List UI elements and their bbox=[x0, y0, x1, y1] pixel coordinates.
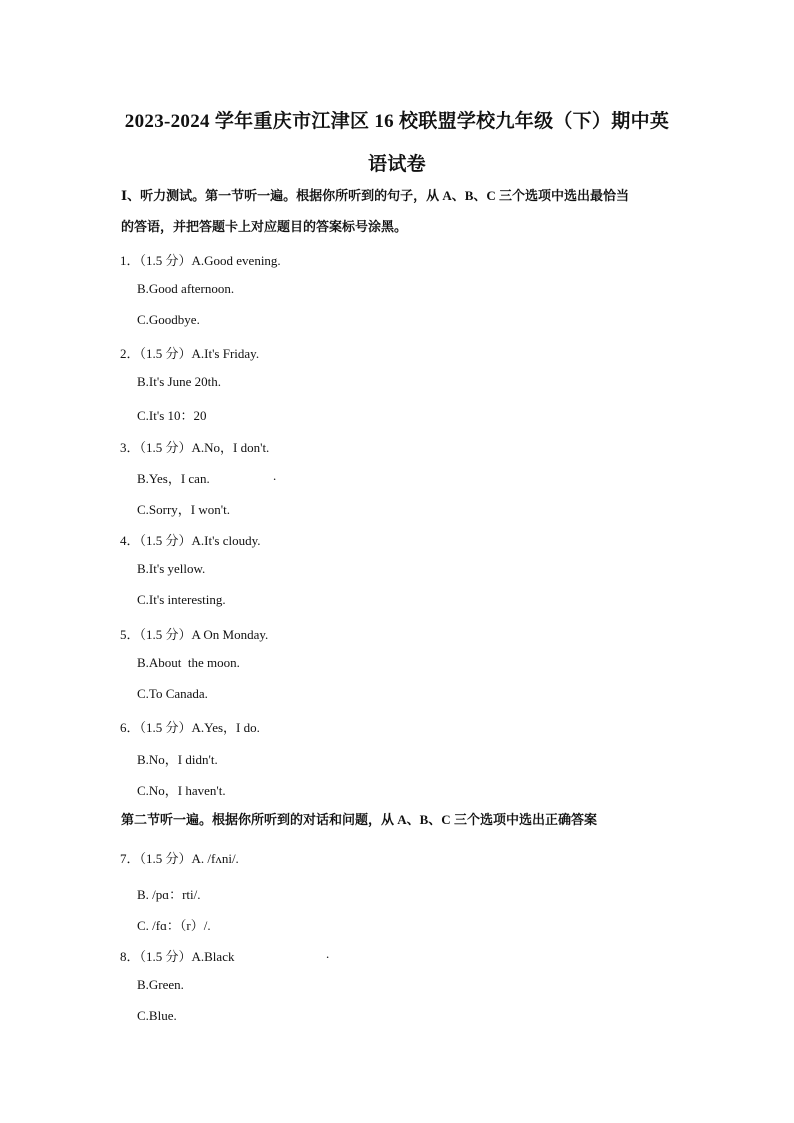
question-7-stem: 7．（1.5 分）A. /fʌni/. bbox=[120, 851, 239, 866]
exam-title-line-1: 2023-2024 学年重庆市江津区 16 校联盟学校九年级（下）期中英 bbox=[124, 111, 670, 132]
section-1-heading-line-2: 的答语，并把答题卡上对应题目的答案标号涂黑。 bbox=[121, 219, 408, 234]
question-3-option-c: C.Sorry，I won't. bbox=[137, 502, 230, 517]
question-6-stem: 6．（1.5 分）A.Yes，I do. bbox=[120, 720, 260, 735]
section-2-heading-line-1: 第二节听一遍。根据你所听到的对话和问题，从 A、B、C 三个选项中选出正确答案 bbox=[121, 812, 597, 827]
question-8-stem: 8．（1.5 分）A.Black bbox=[120, 949, 235, 964]
question-3-option-b: B.Yes，I can. bbox=[137, 471, 210, 486]
question-4-option-b: B.It's yellow. bbox=[137, 561, 206, 576]
question-3-stem: 3．（1.5 分）A.No，I don't. bbox=[120, 440, 270, 455]
question-5-option-b: B.About the moon. bbox=[137, 655, 240, 670]
question-3-stray-dot: . bbox=[273, 468, 277, 483]
section-1-heading-line-1: Ⅰ、听力测试。第一节听一遍。根据你所听到的句子，从 A、B、C 三个选项中选出最恰当 bbox=[121, 188, 630, 203]
question-8-option-c: C.Blue. bbox=[137, 1008, 177, 1023]
question-7-option-c: C. /fɑ：（r）/. bbox=[137, 918, 211, 933]
question-4-option-c: C.It's interesting. bbox=[137, 592, 226, 607]
question-7-option-b: B. /pɑ：rti/. bbox=[137, 887, 201, 902]
question-5-stem: 5．（1.5 分）A On Monday. bbox=[120, 627, 269, 642]
question-1-option-b: B.Good afternoon. bbox=[137, 281, 235, 296]
question-8-stray-dot: . bbox=[326, 946, 330, 961]
question-6-option-c: C.No，I haven't. bbox=[137, 783, 226, 798]
question-1-option-c: C.Goodbye. bbox=[137, 312, 200, 327]
question-1-stem: 1．（1.5 分）A.Good evening. bbox=[120, 253, 281, 268]
question-6-option-b: B.No，I didn't. bbox=[137, 752, 218, 767]
question-2-stem: 2．（1.5 分）A.It's Friday. bbox=[120, 346, 260, 361]
question-2-option-b: B.It's June 20th. bbox=[137, 374, 221, 389]
question-5-option-c: C.To Canada. bbox=[137, 686, 208, 701]
question-2-option-c: C.It's 10：20 bbox=[137, 408, 207, 423]
section-2-heading bbox=[121, 804, 681, 835]
question-4-stem: 4．（1.5 分）A.It's cloudy. bbox=[120, 533, 261, 548]
question-8-option-b: B.Green. bbox=[137, 977, 184, 992]
section-1-heading bbox=[121, 180, 681, 242]
exam-title-line-2: 语试卷 bbox=[368, 154, 426, 175]
